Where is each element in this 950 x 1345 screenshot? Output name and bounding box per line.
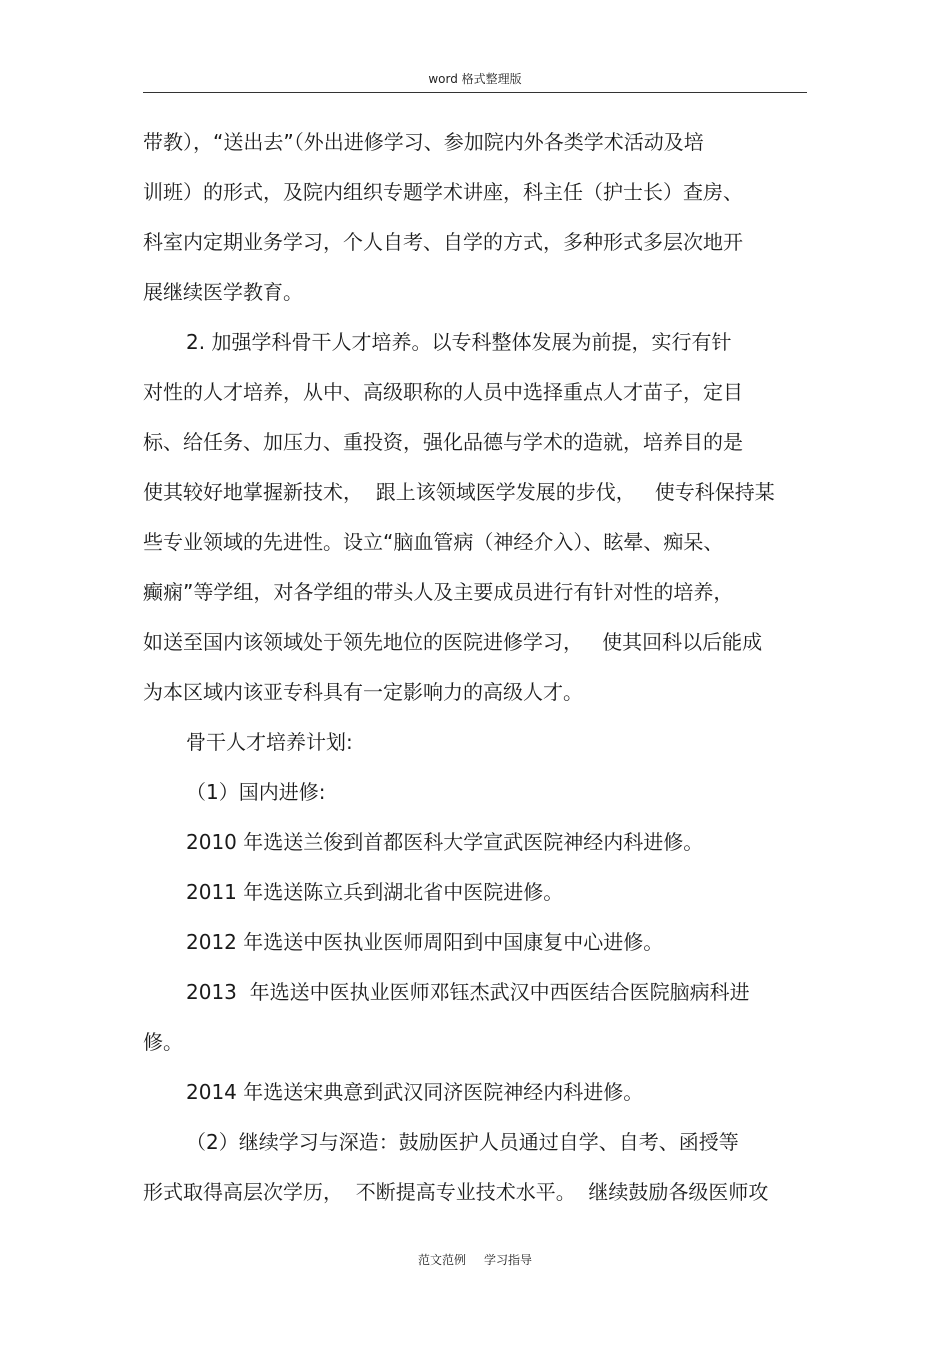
- body-line: 展继续医学教育。: [143, 280, 303, 304]
- body-line: 2011 年选送陈立兵到湖北省中医院进修。: [186, 880, 564, 904]
- body-line: 2. 加强学科骨干人才培养。以专科整体发展为前提，实行有针: [186, 330, 732, 354]
- body-line: 标、给任务、加压力、重投资，强化品德与学术的造就，培养目的是: [143, 430, 743, 454]
- footer-label-left: 范文范例: [417, 1253, 466, 1267]
- footer-label-right: 学习指导: [484, 1253, 533, 1267]
- body-line: 如送至国内该领域处于领先地位的医院进修学习， 使其回科以后能成: [143, 630, 763, 654]
- body-line: 些专业领域的先进性。设立“脑血管病（神经介入）、眩晕、痴呆、: [143, 530, 724, 554]
- body-line: （1）国内进修:: [186, 780, 326, 804]
- page-footer: [0, 1251, 950, 1268]
- body-line: 带教），“送出去”（外出进修学习、参加院内外各类学术活动及培: [143, 130, 704, 154]
- body-line: 使其较好地掌握新技术， 跟上该领域医学发展的步伐， 使专科保持某: [143, 480, 775, 504]
- page-header-title: word 格式整理版: [428, 72, 522, 86]
- body-line: 为本区域内该亚专科具有一定影响力的高级人才。: [143, 680, 583, 704]
- body-line: 修。: [143, 1030, 183, 1054]
- body-line: 骨干人才培养计划:: [186, 730, 353, 754]
- body-line: 2013 年选送中医执业医师邓钰杰武汉中西医结合医院脑病科进: [186, 980, 750, 1004]
- header-divider: [143, 92, 807, 93]
- body-line: （2）继续学习与深造：鼓励医护人员通过自学、自考、函授等: [186, 1130, 739, 1154]
- body-line: 2010 年选送兰俊到首都医科大学宣武医院神经内科进修。: [186, 830, 704, 854]
- body-line: 2014 年选送宋典意到武汉同济医院神经内科进修。: [186, 1080, 644, 1104]
- body-line: 对性的人才培养，从中、高级职称的人员中选择重点人才苗子，定目: [143, 380, 743, 404]
- body-line: 形式取得高层次学历， 不断提高专业技术水平。 继续鼓励各级医师攻: [143, 1180, 769, 1204]
- body-line: 科室内定期业务学习，个人自考、自学的方式，多种形式多层次地开: [143, 230, 743, 254]
- body-line: 2012 年选送中医执业医师周阳到中国康复中心进修。: [186, 930, 664, 954]
- body-line: 癫痫”等学组，对各学组的带头人及主要成员进行有针对性的培养，: [143, 580, 734, 604]
- body-line: 训班）的形式，及院内组织专题学术讲座，科主任（护士长）查房、: [143, 180, 743, 204]
